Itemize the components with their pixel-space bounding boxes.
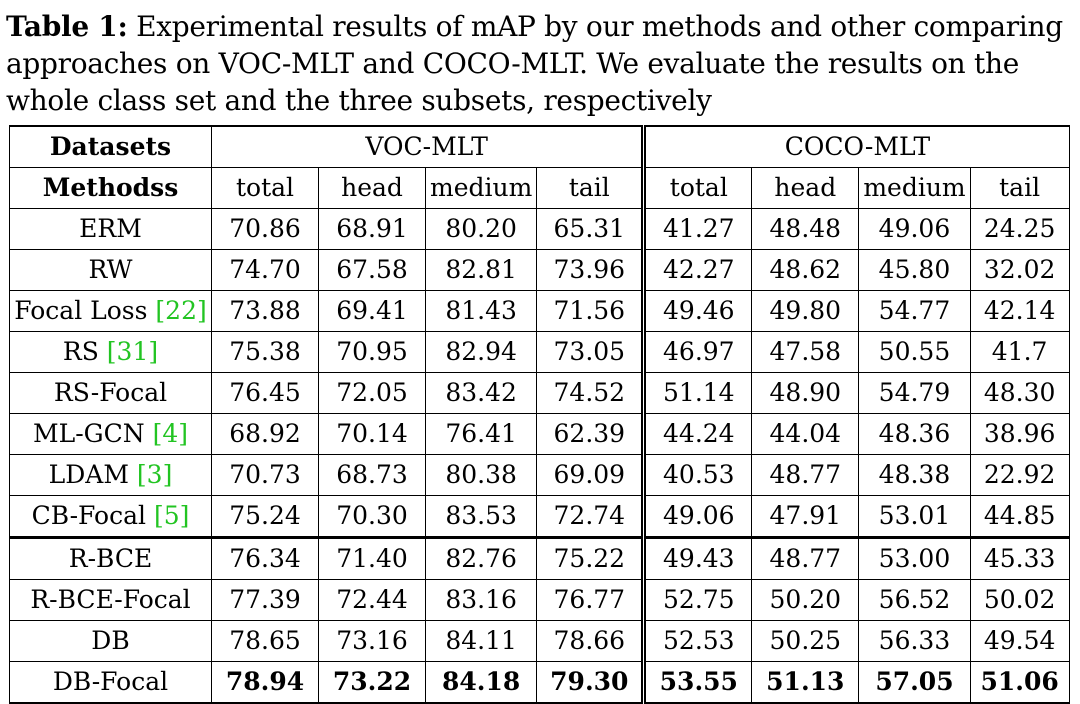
methods-header: Methodss (10, 168, 212, 209)
method-cell (10, 538, 212, 580)
method-cell (10, 496, 212, 538)
value-cell: 74.52 (537, 373, 644, 414)
datasets-header: Datasets (10, 126, 212, 168)
value-cell: 83.53 (426, 496, 537, 538)
voc-mlt-header: VOC-MLT (212, 126, 644, 168)
value-cell: 81.43 (426, 291, 537, 332)
value-cell: 54.77 (859, 291, 970, 332)
value-cell: 68.91 (319, 209, 426, 250)
value-cell: 50.55 (859, 332, 970, 373)
method-cell (10, 621, 212, 662)
method-name: DB (91, 626, 130, 655)
table-row (10, 662, 1070, 704)
table-caption (6, 8, 1074, 119)
table-body (10, 126, 1070, 703)
table-row (10, 621, 1070, 662)
value-cell: 70.30 (319, 496, 426, 538)
header-row-methods (10, 168, 1070, 209)
value-cell: 82.76 (426, 538, 537, 580)
value-cell: 40.53 (644, 455, 752, 496)
table-row (10, 414, 1070, 455)
value-cell: 74.70 (212, 250, 319, 291)
value-cell: 71.40 (319, 538, 426, 580)
table-row (10, 209, 1070, 250)
value-cell: 52.53 (644, 621, 752, 662)
method-name: Focal Loss (14, 296, 156, 325)
value-cell: 22.92 (970, 455, 1069, 496)
column-header-coco-medium: medium (859, 168, 970, 209)
value-cell: 44.04 (752, 414, 859, 455)
table-row (10, 538, 1070, 580)
value-cell: 70.86 (212, 209, 319, 250)
method-name: LDAM (48, 460, 137, 489)
method-cell (10, 414, 212, 455)
value-cell: 75.22 (537, 538, 644, 580)
value-cell: 47.91 (752, 496, 859, 538)
value-cell: 44.24 (644, 414, 752, 455)
method-cell (10, 580, 212, 621)
value-cell: 73.88 (212, 291, 319, 332)
value-cell: 48.30 (970, 373, 1069, 414)
value-cell: 49.43 (644, 538, 752, 580)
value-cell: 48.48 (752, 209, 859, 250)
value-cell: 51.13 (752, 662, 859, 704)
value-cell: 76.45 (212, 373, 319, 414)
value-cell: 83.42 (426, 373, 537, 414)
value-cell: 73.05 (537, 332, 644, 373)
value-cell: 57.05 (859, 662, 970, 704)
coco-mlt-header: COCO-MLT (644, 126, 1069, 168)
value-cell: 62.39 (537, 414, 644, 455)
column-header-coco-head: head (752, 168, 859, 209)
value-cell: 70.95 (319, 332, 426, 373)
column-header-coco-tail: tail (970, 168, 1069, 209)
value-cell: 67.58 (319, 250, 426, 291)
value-cell: 50.02 (970, 580, 1069, 621)
value-cell: 84.11 (426, 621, 537, 662)
table-row (10, 250, 1070, 291)
column-header-coco-total: total (644, 168, 752, 209)
value-cell: 51.14 (644, 373, 752, 414)
value-cell: 78.65 (212, 621, 319, 662)
value-cell: 48.62 (752, 250, 859, 291)
value-cell: 75.38 (212, 332, 319, 373)
value-cell: 65.31 (537, 209, 644, 250)
table-row (10, 373, 1070, 414)
value-cell: 69.41 (319, 291, 426, 332)
value-cell: 49.80 (752, 291, 859, 332)
value-cell: 73.22 (319, 662, 426, 704)
value-cell: 54.79 (859, 373, 970, 414)
value-cell: 80.38 (426, 455, 537, 496)
value-cell: 50.20 (752, 580, 859, 621)
value-cell: 49.06 (859, 209, 970, 250)
value-cell: 48.90 (752, 373, 859, 414)
value-cell: 79.30 (537, 662, 644, 704)
value-cell: 45.33 (970, 538, 1069, 580)
column-header-voc-total: total (212, 168, 319, 209)
value-cell: 83.16 (426, 580, 537, 621)
value-cell: 56.52 (859, 580, 970, 621)
method-cell (10, 373, 212, 414)
value-cell: 73.96 (537, 250, 644, 291)
value-cell: 72.05 (319, 373, 426, 414)
value-cell: 53.55 (644, 662, 752, 704)
value-cell: 46.97 (644, 332, 752, 373)
citation-link[interactable]: [4] (152, 419, 188, 448)
value-cell: 48.77 (752, 455, 859, 496)
method-cell (10, 662, 212, 704)
citation-link[interactable]: [22] (155, 296, 207, 325)
value-cell: 70.14 (319, 414, 426, 455)
value-cell: 48.77 (752, 538, 859, 580)
value-cell: 48.36 (859, 414, 970, 455)
column-header-voc-medium: medium (426, 168, 537, 209)
value-cell: 51.06 (970, 662, 1069, 704)
value-cell: 76.41 (426, 414, 537, 455)
value-cell: 70.73 (212, 455, 319, 496)
method-name: CB-Focal (31, 501, 154, 530)
value-cell: 53.00 (859, 538, 970, 580)
value-cell: 82.81 (426, 250, 537, 291)
value-cell: 76.34 (212, 538, 319, 580)
value-cell: 71.56 (537, 291, 644, 332)
value-cell: 49.54 (970, 621, 1069, 662)
method-name: R-BCE-Focal (30, 585, 191, 614)
caption-label: Table 1: (6, 10, 128, 43)
value-cell: 47.58 (752, 332, 859, 373)
value-cell: 45.80 (859, 250, 970, 291)
value-cell: 42.27 (644, 250, 752, 291)
value-cell: 52.75 (644, 580, 752, 621)
value-cell: 80.20 (426, 209, 537, 250)
value-cell: 24.25 (970, 209, 1069, 250)
value-cell: 50.25 (752, 621, 859, 662)
table-row (10, 332, 1070, 373)
method-cell (10, 209, 212, 250)
results-table (9, 125, 1070, 704)
method-cell (10, 332, 212, 373)
method-name: RS (62, 337, 107, 366)
table-row (10, 580, 1070, 621)
method-name: RW (88, 255, 133, 284)
value-cell: 56.33 (859, 621, 970, 662)
value-cell: 38.96 (970, 414, 1069, 455)
column-header-voc-head: head (319, 168, 426, 209)
value-cell: 41.27 (644, 209, 752, 250)
value-cell: 42.14 (970, 291, 1069, 332)
table-row (10, 496, 1070, 538)
method-name: R-BCE (68, 544, 153, 573)
value-cell: 78.66 (537, 621, 644, 662)
method-name: RS-Focal (53, 378, 168, 407)
value-cell: 76.77 (537, 580, 644, 621)
value-cell: 68.92 (212, 414, 319, 455)
value-cell: 77.39 (212, 580, 319, 621)
table-row (10, 455, 1070, 496)
caption-text: Experimental results of mAP by our methods and other comparing approaches on VOC-MLT and COCO-MLT. We evaluate the results on the whole class set and the three subsets, respectively (6, 10, 1063, 117)
value-cell: 78.94 (212, 662, 319, 704)
method-name: DB-Focal (52, 667, 169, 696)
value-cell: 49.46 (644, 291, 752, 332)
value-cell: 72.44 (319, 580, 426, 621)
citation-link[interactable]: [31] (106, 337, 159, 366)
method-name: ML-GCN (33, 419, 153, 448)
value-cell: 68.73 (319, 455, 426, 496)
method-cell (10, 291, 212, 332)
method-cell (10, 455, 212, 496)
value-cell: 82.94 (426, 332, 537, 373)
citation-link[interactable]: [3] (136, 460, 173, 489)
value-cell: 84.18 (426, 662, 537, 704)
value-cell: 48.38 (859, 455, 970, 496)
citation-link[interactable]: [5] (153, 501, 190, 530)
value-cell: 49.06 (644, 496, 752, 538)
value-cell: 32.02 (970, 250, 1069, 291)
value-cell: 53.01 (859, 496, 970, 538)
method-cell (10, 250, 212, 291)
value-cell: 72.74 (537, 496, 644, 538)
method-name: ERM (79, 214, 142, 243)
value-cell: 44.85 (970, 496, 1069, 538)
value-cell: 75.24 (212, 496, 319, 538)
value-cell: 73.16 (319, 621, 426, 662)
table-row (10, 291, 1070, 332)
value-cell: 69.09 (537, 455, 644, 496)
value-cell: 41.7 (970, 332, 1069, 373)
header-row-datasets (10, 126, 1070, 168)
column-header-voc-tail: tail (537, 168, 644, 209)
